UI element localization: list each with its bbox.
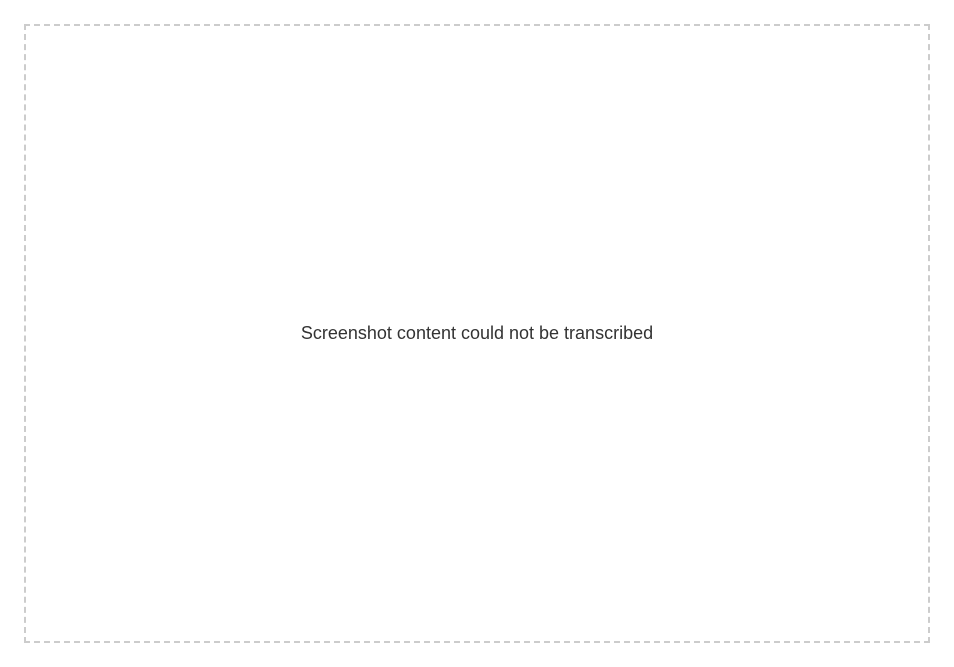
placeholder-frame — [24, 24, 930, 643]
placeholder-message: Screenshot content could not be transcribed — [300, 323, 654, 343]
